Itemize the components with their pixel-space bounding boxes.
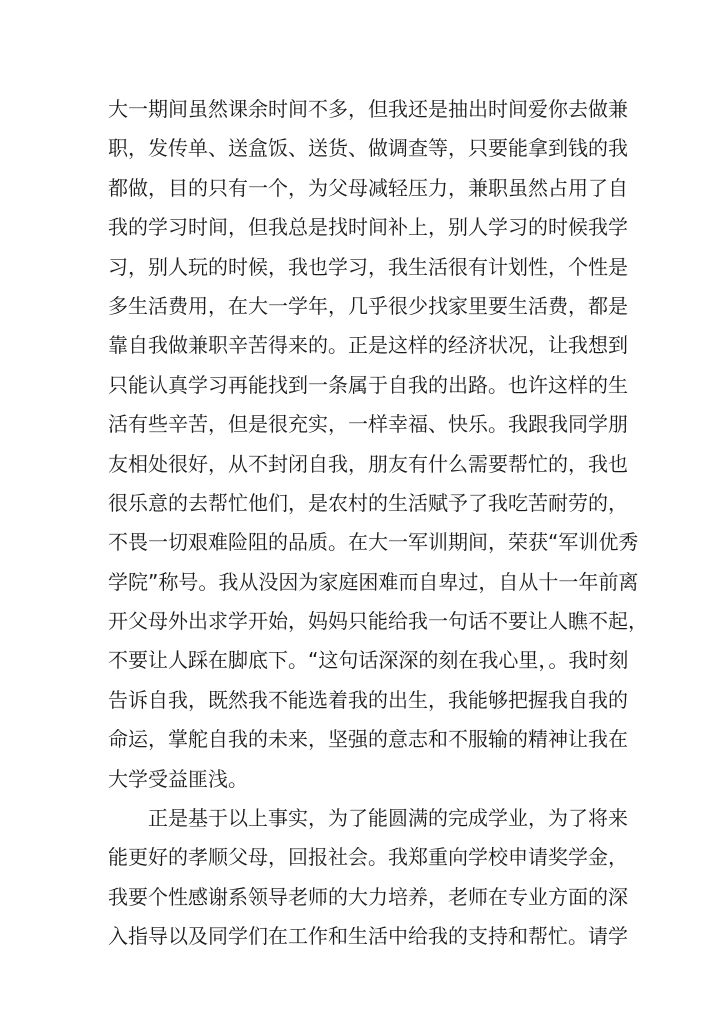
text-line: 很乐意的去帮忙他们，是农村的生活赋予了我吃苦耐劳的，: [108, 490, 628, 515]
text-line: 多生活费用，在大一学年，几乎很少找家里要生活费，都是: [108, 293, 628, 318]
text-line: 活有些辛苦，但是很充实，一样幸福、快乐。我跟我同学朋: [108, 412, 628, 437]
text-line: 命运，掌舵自我的未来，坚强的意志和不服输的精神让我在: [108, 727, 628, 752]
text-line: 我要个性感谢系领导老师的大力培养，老师在专业方面的深: [108, 884, 628, 909]
text-line: 开父母外出求学开始，妈妈只能给我一句话不要让人瞧不起，: [108, 609, 648, 634]
text-line: 入指导以及同学们在工作和生活中给我的支持和帮忙。请学: [108, 924, 628, 949]
text-line: 我的学习时间，但我总是找时间补上，别人学习的时候我学: [108, 215, 628, 240]
body-text: [108, 90, 648, 957]
text-line: 职，发传单、送盒饭、送货、做调查等，只要能拿到钱的我: [108, 136, 628, 161]
text-line: 友相处很好，从不封闭自我，朋友有什么需要帮忙的，我也: [108, 451, 628, 476]
text-line: 大学受益匪浅。: [108, 766, 248, 791]
text-line: 不畏一切艰难险阻的品质。在大一军训期间，荣获“军训优秀: [108, 530, 639, 555]
text-line: 习，别人玩的时候，我也学习，我生活很有计划性，个性是: [108, 254, 628, 279]
paragraph-1: [108, 90, 648, 799]
text-line: 告诉自我，既然我不能选着我的出生，我能够把握我自我的: [108, 687, 628, 712]
text-line: 不要让人踩在脚底下。“这句话深深的刻在我心里，。我时刻: [108, 648, 629, 673]
text-line: 学院”称号。我从没因为家庭困难而自卑过，自从十一年前离: [108, 569, 639, 594]
text-line: 正是基于以上事实，为了能圆满的完成学业，为了将来: [148, 806, 628, 831]
paragraph-2: [108, 799, 628, 957]
text-line: 靠自我做兼职辛苦得来的。正是这样的经济状况，让我想到: [108, 333, 628, 358]
text-line: 都做，目的只有一个，为父母减轻压力，兼职虽然占用了自: [108, 175, 628, 200]
text-line: 只能认真学习再能找到一条属于自我的出路。也许这样的生: [108, 372, 628, 397]
text-line: 能更好的孝顺父母，回报社会。我郑重向学校申请奖学金，: [108, 845, 628, 870]
text-line: 大一期间虽然课余时间不多，但我还是抽出时间爱你去做兼: [108, 97, 628, 121]
